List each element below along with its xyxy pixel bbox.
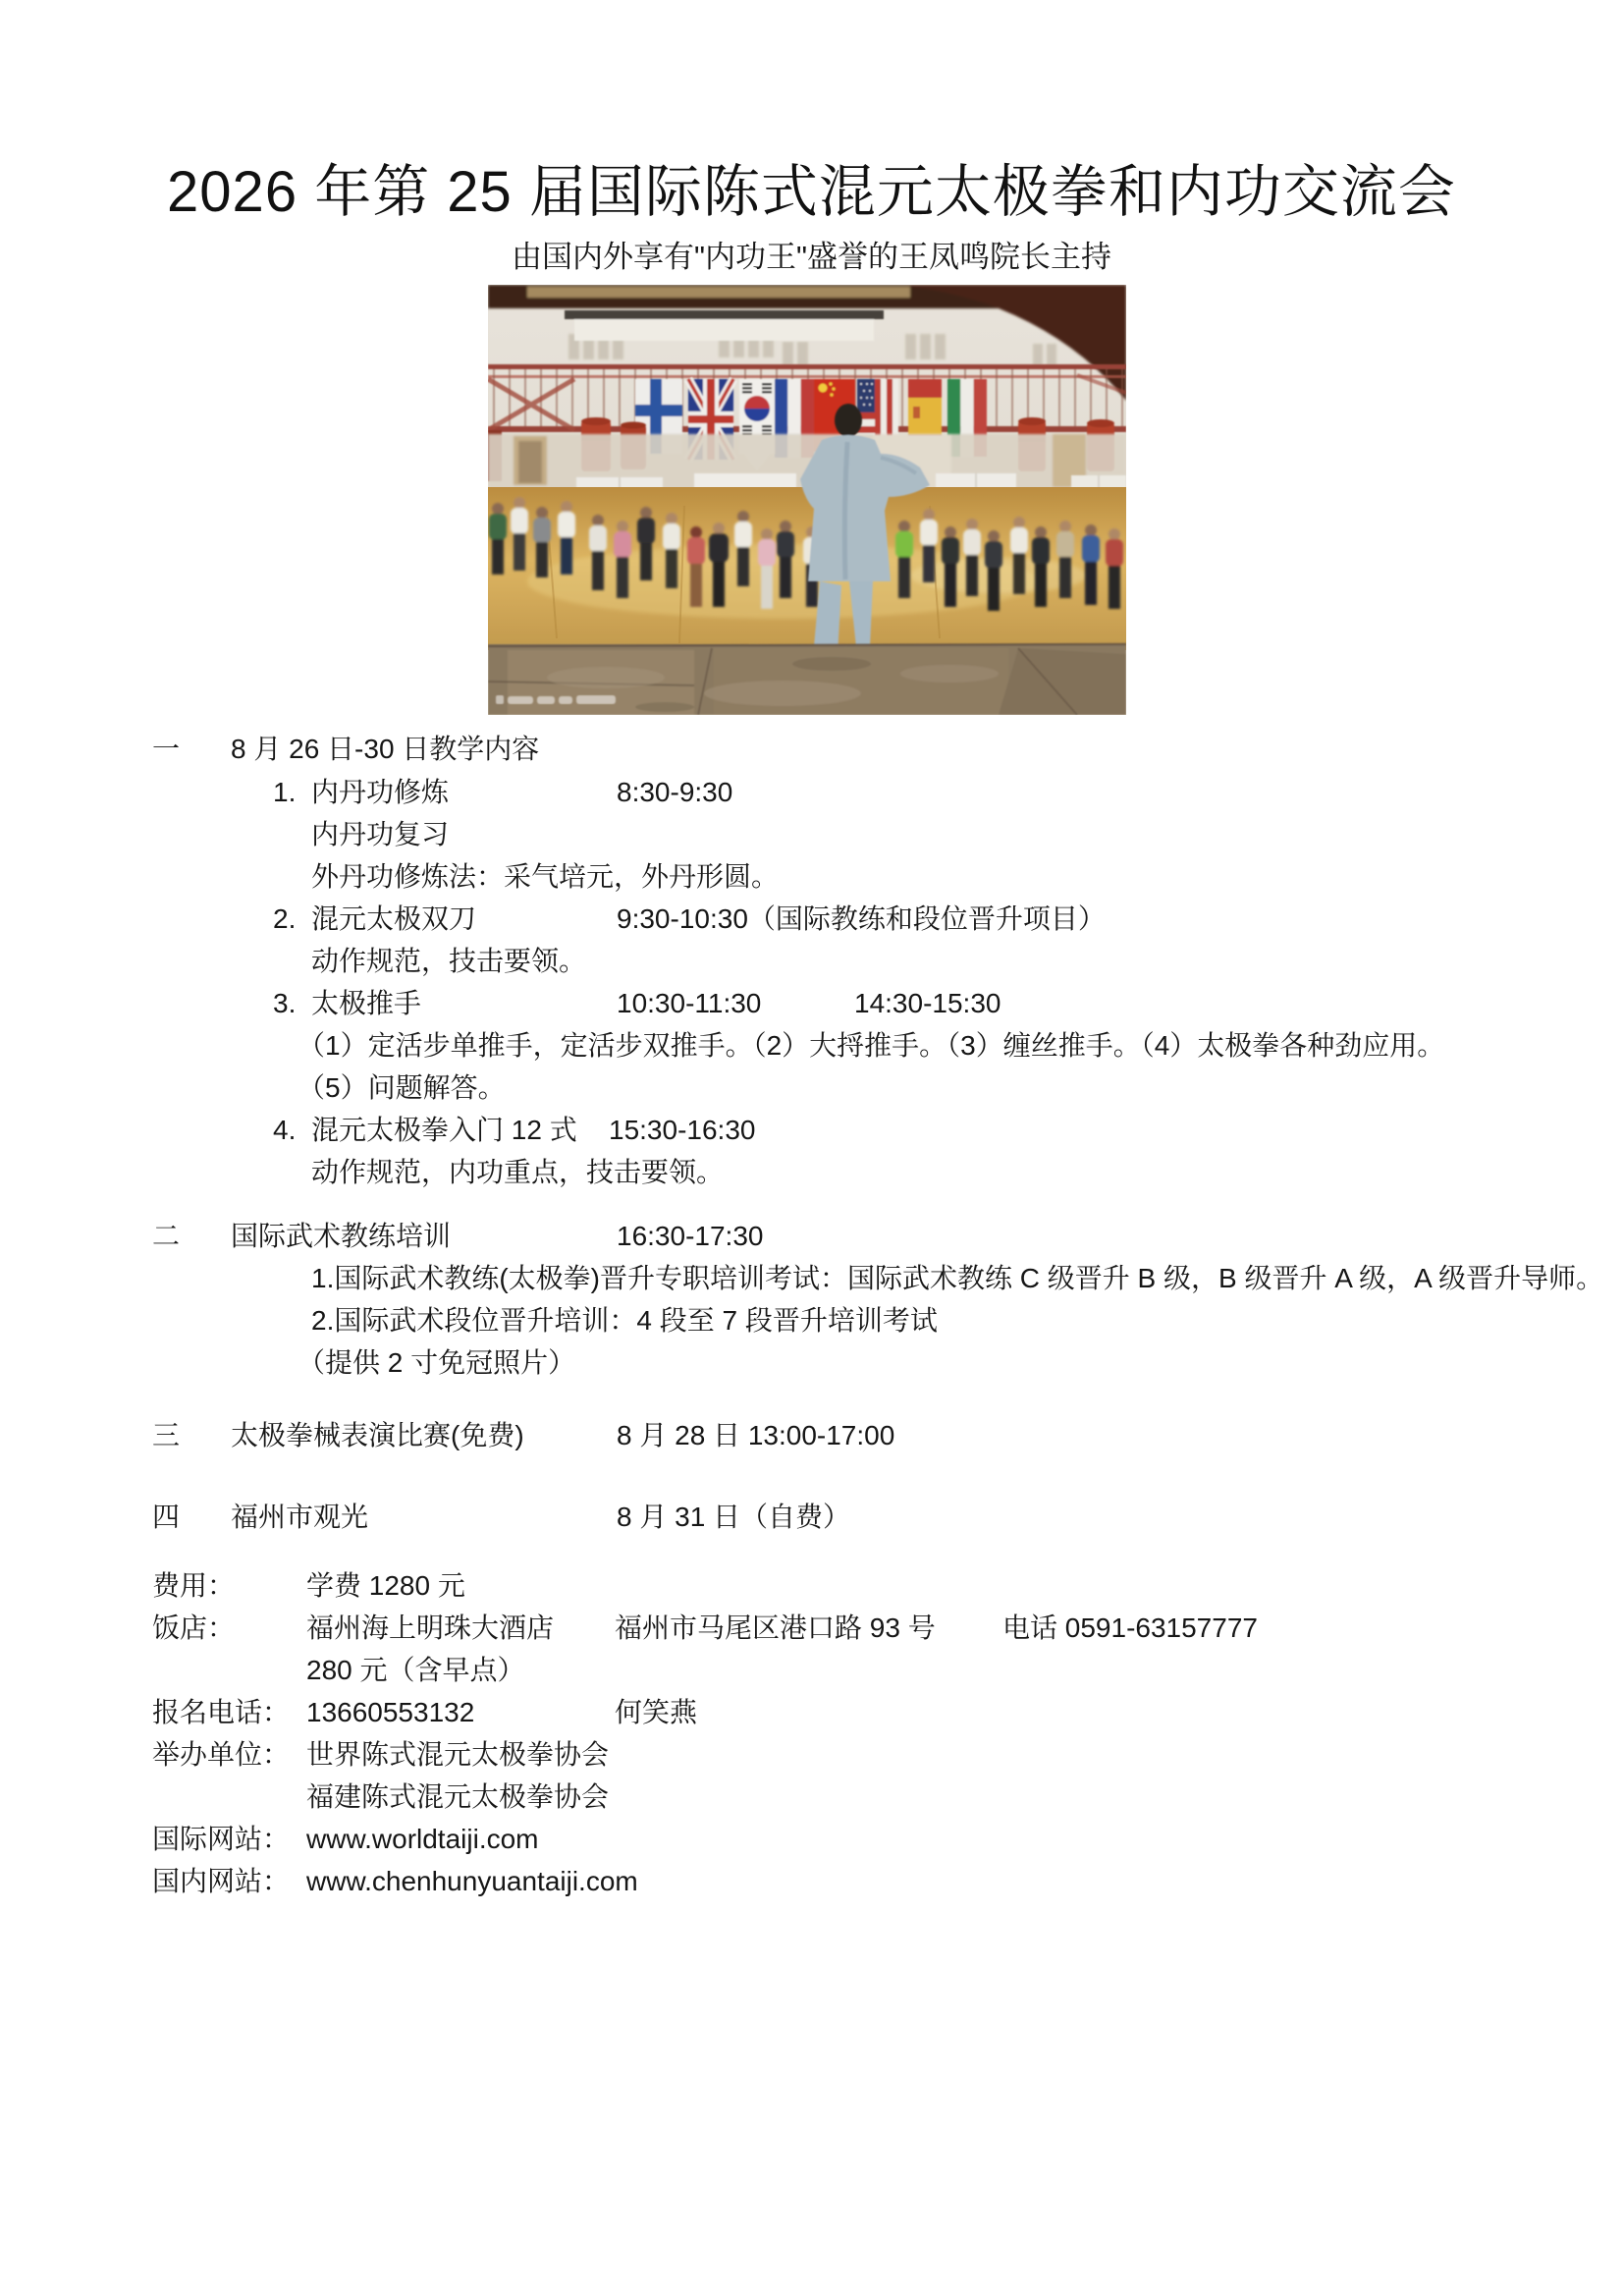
item1-note-1: 内丹功复习	[311, 819, 450, 849]
item2-name: 混元太极双刀	[311, 903, 477, 934]
section3-time: 8 月 28 日 13:00-17:00	[617, 1420, 895, 1450]
organizer-2: 福建陈式混元太极拳协会	[306, 1781, 610, 1812]
intl-site-url: www.worldtaiji.com	[306, 1824, 539, 1854]
section2-time: 16:30-17:30	[617, 1221, 764, 1251]
page-title: 2026 年第 25 届国际陈式混元太极拳和内功交流会	[167, 160, 1456, 224]
item3-note-1: （1）定活步单推手，定活步双推手。（2）大捋推手。（3）缠丝推手。（4）太极拳各种劲应用。	[298, 1030, 1445, 1061]
section4-heading: 福州市观光	[231, 1502, 369, 1532]
cn-site-url: www.chenhunyuantaiji.com	[306, 1866, 638, 1896]
hotel-address: 福州市马尾区港口路 93 号	[615, 1613, 936, 1643]
signup-label: 报名电话：	[152, 1697, 291, 1727]
item2-note-1: 动作规范，技击要领。	[311, 946, 587, 976]
item3-time: 10:30-11:30	[617, 988, 762, 1018]
item3-time-2: 14:30-15:30	[854, 988, 1001, 1018]
signup-phone: 13660553132	[306, 1697, 475, 1727]
event-photo	[488, 285, 1126, 715]
item2-number: 2.	[273, 903, 297, 934]
section2-line-1: 1.国际武术教练(太极拳)晋升专职培训考试：国际武术教练 C 级晋升 B 级，B 级晋升 A 级，A 级晋升导师。	[311, 1263, 1604, 1293]
fee-label: 费用：	[152, 1570, 236, 1601]
section2-line-2: 2.国际武术段位晋升培训：4 段至 7 段晋升培训考试	[311, 1305, 938, 1336]
section2-heading: 国际武术教练培训	[231, 1221, 452, 1251]
hotel-name: 福州海上明珠大酒店	[306, 1613, 555, 1643]
item3-number: 3.	[273, 988, 297, 1018]
page-subtitle: 由国内外享有"内功王"盛誉的王凤鸣院长主持	[511, 240, 1111, 274]
section1-marker: 一	[152, 734, 181, 764]
item2-time: 9:30-10:30（国际教练和段位晋升项目）	[617, 903, 1106, 934]
section4-marker: 四	[152, 1502, 181, 1532]
item3-name: 太极推手	[311, 988, 422, 1018]
section2-line-3: （提供 2 寸免冠照片）	[298, 1347, 576, 1378]
intl-site-label: 国际网站：	[152, 1824, 291, 1854]
section2-marker: 二	[152, 1221, 181, 1251]
item4-number: 4.	[273, 1115, 297, 1145]
hotel-phone: 电话 0591-63157777	[1002, 1613, 1258, 1643]
organizer-1: 世界陈式混元太极拳协会	[306, 1739, 610, 1770]
item1-name: 内丹功修炼	[311, 777, 450, 807]
section1-heading: 8 月 26 日-30 日教学内容	[231, 734, 540, 764]
item3-note-2: （5）问题解答。	[298, 1072, 506, 1103]
cn-site-label: 国内网站：	[152, 1866, 291, 1896]
item1-time: 8:30-9:30	[617, 777, 733, 807]
item4-time: 15:30-16:30	[609, 1115, 756, 1145]
item4-note-1: 动作规范，内功重点，技击要领。	[311, 1157, 725, 1187]
hotel-price: 280 元（含早点）	[306, 1655, 525, 1685]
item4-name: 混元太极拳入门 12 式	[311, 1115, 577, 1145]
hotel-label: 饭店：	[152, 1613, 236, 1643]
signup-contact: 何笑燕	[615, 1697, 698, 1727]
section3-marker: 三	[152, 1420, 181, 1450]
fee-value: 学费 1280 元	[306, 1570, 465, 1601]
section4-time: 8 月 31 日（自费）	[617, 1502, 851, 1532]
item1-number: 1.	[273, 777, 297, 807]
organizer-label: 举办单位：	[152, 1739, 291, 1770]
section3-heading: 太极拳械表演比赛(免费)	[231, 1420, 524, 1450]
item1-note-2: 外丹功修炼法：采气培元，外丹形圆。	[311, 861, 780, 892]
